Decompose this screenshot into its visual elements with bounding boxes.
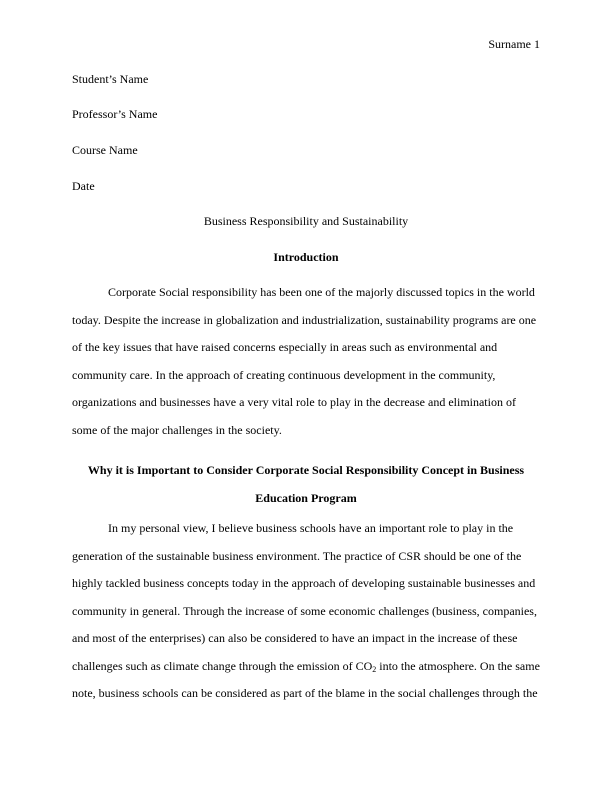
section-heading-csr-importance: Why it is Important to Consider Corporate Social Responsibility Concept in Business Education Program bbox=[87, 463, 525, 505]
professor-name: Professor’s Name bbox=[72, 107, 158, 121]
paragraph-personal-view-text-part1: In my personal view, I believe business schools have an important role to play in the generation of the sustainable business environment. The practice of CSR should be one of the highly tackled business concepts today in the approach of developing sustainable businesses and community in general. Through the increase of some economic challenges (business, companies, and most of the enterprises) can also be considered to have an impact in the increase of these challenges such as climate change through the emission of CO bbox=[72, 521, 537, 673]
document-title: Business Responsibility and Sustainability bbox=[203, 214, 409, 228]
running-head: Surname 1 bbox=[488, 37, 540, 51]
co2-subscript: 2 bbox=[372, 664, 377, 674]
date: Date bbox=[72, 179, 95, 193]
paragraph-personal-view-text-part2: into the atmosphere. On the same note, business schools can be considered as part of the blame in the social challenges through the bbox=[72, 658, 540, 700]
paragraph-personal-view bbox=[72, 515, 542, 708]
section-heading-introduction: Introduction bbox=[273, 250, 339, 264]
student-name: Student’s Name bbox=[72, 72, 149, 86]
paragraph-introduction-text: Corporate Social responsibility has been one of the majorly discussed topics in the world today. Despite the increase in globalization and industrialization, sustainability programs are one of the key issues that have raised concerns especially in areas such as environmental and community care. In the approach of creating continuous development in the community, organizations and businesses have a very vital role to play in the decrease and elimination of some of the major challenges in the society. bbox=[72, 285, 537, 437]
paragraph-introduction bbox=[72, 279, 542, 444]
course-name: Course Name bbox=[72, 143, 138, 157]
